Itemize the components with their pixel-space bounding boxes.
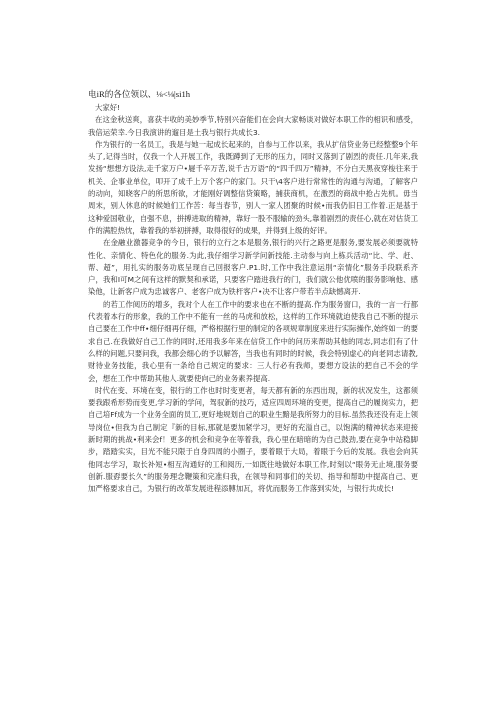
paragraph-future: 时代在变、环境在变，银行的工作也时时变更者，每天都有新的东西出现，新的状况发生，这都须要我跟希形势而变更,学习新的学问，驾驭新的技巧，适应四周环境的变更，提高自己的履岗实力，把自己培Ff成为一个业务全面的员工,更好地规划自己的职业生黯是我所努力的目标.虽然我还没有走上领导岗位•但我为自己制定『新的目标,那就是要加紧学习，更好的充溢自己，以饱满的精神状态来迎接新时期的挑战•利来会f！更多的机会和竞争在等着我，我心里在暗暗的为自己鼓劲,要在竞争中站稳脚步，踏踏实实，目光不能只限于自身四周的小圈子，要着眼于大局，着眼于今后的发展。我也会向其他同志学习，取长补短•相互沟通好的工和阅历,一如既往地做好本职工作,时刻以“眼务无止境,服务要创新.服孬要长久”的服务理念鞭策和完准归我，在领导和同事们的关切、指导和帮助中提高自己、更加严格要求自己，为银行的改革发展进程添膊加瓦，将优而服务工作落到实处，与银行共成长! — [88, 385, 418, 494]
paragraph-intro: 在这金秋送爽，喜获丰收的美妙季节,特别兴奋能们在会向大家畅谈对做好本职工作的相识和感受，我倍运荣幸.今日我演讲的遛目是土我与银行共成长3. — [88, 115, 418, 137]
paragraph-growth: 作为银行的一名员工，我是与她一起成长起来的，自参与工作以来，我从扩信贷业务已经整整9个年头了,记得当时，仅我一个人开展工作，我既蹲到了无形的压力，同时又落到了剧烈的责任.几年来,我发扬“想想方设法,走千家万户•屣千辛万苦,说千古万语”的“四千四万”精神，不分白天黑夜穿梭往来于机关、企事业单位，叩开了成千上万个客户的家门。只干\4客户进行常常性的沟通与沟通，了解客户的动向，知晓客户的所思所欲，才能刚好调整信贷策略，捕获商机，在激烈的商战中抢占先机。毋当周末，别人休息的时候她们工作苦：每当春节，别人一家人团聚的时候•而我仍旧日工作着.正是基于这种爱国敬业，自强不息，拼搏进取的精神，靠好一股不服输的劲头,靠着剧烈的责任心,就在对估货工作的满腔热忱，靠着我的举初拼搏，取得很好的成果，并得到上级的好评。 — [88, 139, 418, 235]
speech-document — [88, 88, 418, 496]
paragraph-requirements: 的若工作阅历的增多，我对个人在工作中的要求也在不断的提高.作为服务窗口，我的一言一行都代表着本行的形象，我的工作中不能有一丝的马虎和放松，这样的工作环境就迫使我自己不断的提示自己要在工作中ff∙细仔细再仔细，严格根据行里的制定的各项规章制度来进行实际操作,始终如一的要求自己.在我做好自己工作的同时,还用我多年来在信贷工作中的问历来帮助其他的同志,同志们有了什么样的问题,只要问我，我都会细心的予以解答，当我也有同时的时候，我会特别虚心的向老同志请教,财待业务技能，我心里有一条给自己规定的要求：三人行必有我师，要想方设法的把自己不会的学会，想在工作中帮助其他人.就要使向己的业务素养提高. — [88, 299, 418, 383]
paragraph-service: 在金融业激器竞争的今日，银行的立行之本是服务,银行的兴行之路更是服务,要发展必须要就特性化、亲情化、特色化的服务.为此,我仔细学习新学问新技能.主动参与向上栋兵活动“比、学、赶、帮、超”，用扎实的服务功底呈现自己回报客户.P1.时,工作中我注意运刖“亲情化”服务手段联系齐户，我和I可M之间有这样的默契和承诺，只要客户踏进我行的门，我们就公他优喷的服务影响他、感染他，让新客户成为忠诚客户、老客户成为铁杆客户•决不让客户带若半点缺憾离开. — [88, 238, 418, 297]
greeting-line: 大家好! — [95, 103, 121, 112]
document-title: 电iR的各位领以、⅛<⅛|si1h — [88, 89, 191, 99]
